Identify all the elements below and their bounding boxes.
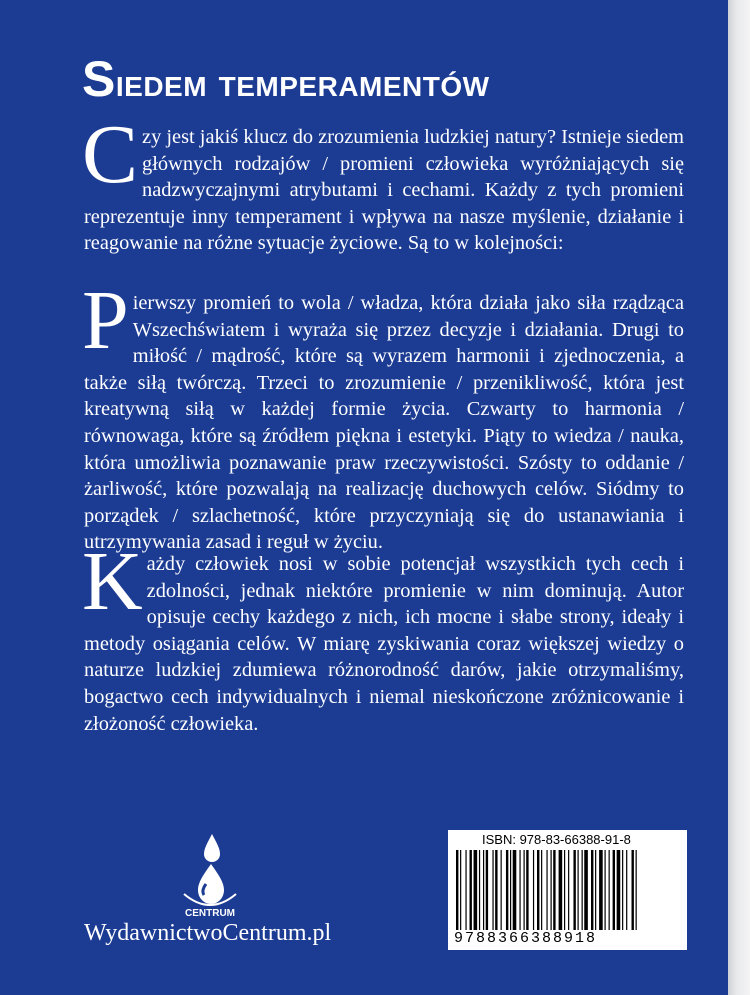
barcode-bar: [492, 850, 493, 936]
barcode-bar: [510, 850, 511, 936]
dropcap-1: C: [82, 108, 139, 201]
dropcap-2: P: [82, 274, 129, 367]
barcode-bar: [622, 850, 623, 936]
barcode-bar: [609, 850, 610, 936]
barcode-bar: [460, 850, 461, 936]
book-title: [82, 50, 490, 108]
barcode-bar: [474, 850, 478, 936]
paragraph-text-2: ierwszy promień to wola / władza, która działa jako siła rządząca Wszechświatem i wyraża się przez decyzje i działania. Drugi to miłość / mądrość, które są wyrazem harmonii i zjednoczenia, a także siłą twórczą. Trzeci to zrozumienie / przenikliwość, która jest kreatywną siłą w każdej formie życia. Czwarty to harmonia / równowaga, które są źródłem piękna i estetyki. Piąty to wiedza / nauka, która umożliwia poznawanie praw rzeczywistości. Szósty to oddanie / żarliwość, które pozwalają na realizację duchowych celów. Siódmy to porządek / szlachetność, które przyczyniają się do ustanawiania i utrzymywania zasad i reguł w życiu.: [84, 292, 684, 554]
barcode-bar: [506, 850, 508, 936]
barcode-bar: [584, 850, 588, 936]
title-initial: S: [82, 51, 116, 107]
publisher-logo-icon: [178, 832, 242, 920]
barcode-bar: [501, 850, 502, 936]
barcode-bar: [526, 850, 528, 936]
barcode-bar: [617, 850, 621, 936]
barcode-bar: [470, 850, 472, 936]
barcode-bar: [605, 850, 606, 936]
barcode-bar: [582, 850, 583, 936]
barcode-bar: [568, 850, 569, 936]
barcode-bar: [599, 850, 603, 936]
barcode-bar: [479, 850, 480, 936]
barcode-bar: [595, 850, 596, 936]
barcode-bar: [573, 850, 575, 936]
barcode-bar: [626, 850, 627, 936]
paragraph-text-1: zy jest jakiś klucz do zrozumienia ludzkiej natury? Istnieje siedem głównych rodzajów / promieni człowieka wyróżniających się nadzwyczajnymi atrybutami i cechami. Każdy z tych promieni reprezentuje inny temperament i wpływa na nasze myślenie, działanie i reagowanie na różne sytuacje życiowe. Są to w kolejności:: [84, 126, 684, 255]
logo-wordmark: CENTRUM: [185, 908, 235, 919]
barcode-bar: [591, 850, 593, 936]
title-rest: iedem temperamentów: [115, 61, 490, 105]
publisher-website: WydawnictwoCentrum.pl: [84, 920, 332, 946]
barcode-bar: [537, 850, 539, 936]
blurb-paragraph-1: [82, 108, 684, 257]
barcode-bar: [533, 850, 534, 936]
paragraph-text-3: ażdy człowiek nosi w sobie potencjał wszystkich tych cech i zdolności, jednak niektóre promienie w nim dominują. Autor opisuje cechy każdego z nich, ich mocne i słabe strony, ideały i metody osiągania celów. W miarę zyskiwania coraz większej wiedzy o naturze ludzkiej zdumiewa różnorodność darów, jakie otrzymaliśmy, bogactwo cech indywidualnych i niemal nieskończone zróżnicowanie i złożoność człowieka.: [84, 553, 684, 735]
barcode-bar: [559, 850, 563, 936]
barcode-bar: [546, 850, 547, 936]
barcode-bar: [553, 850, 555, 936]
barcode-bar: [456, 850, 458, 936]
barcode-bar: [613, 850, 615, 936]
barcode-bars: [456, 850, 680, 936]
ean-digits: 9788366388918: [454, 930, 680, 947]
barcode-bar: [636, 850, 637, 936]
barcode-bar: [541, 850, 542, 936]
barcode-bar: [632, 850, 634, 936]
isbn-label: ISBN: 978-83-66388-91-8: [482, 832, 631, 847]
barcode-box: [448, 830, 687, 950]
barcode-bar: [495, 850, 497, 936]
barcode-bar: [564, 850, 565, 936]
dropcap-3: K: [82, 535, 143, 628]
barcode-bar: [486, 850, 488, 936]
barcode-bar: [465, 850, 466, 936]
book-spine-edge: [728, 0, 750, 995]
blurb-paragraph-2: [82, 274, 684, 556]
barcode-bar: [513, 850, 517, 936]
barcode-bar: [483, 850, 484, 936]
barcode-bar: [578, 850, 579, 936]
blurb-paragraph-3: [82, 535, 684, 737]
barcode-bar: [524, 850, 525, 936]
barcode-bar: [519, 850, 520, 936]
barcode-bar: [551, 850, 552, 936]
